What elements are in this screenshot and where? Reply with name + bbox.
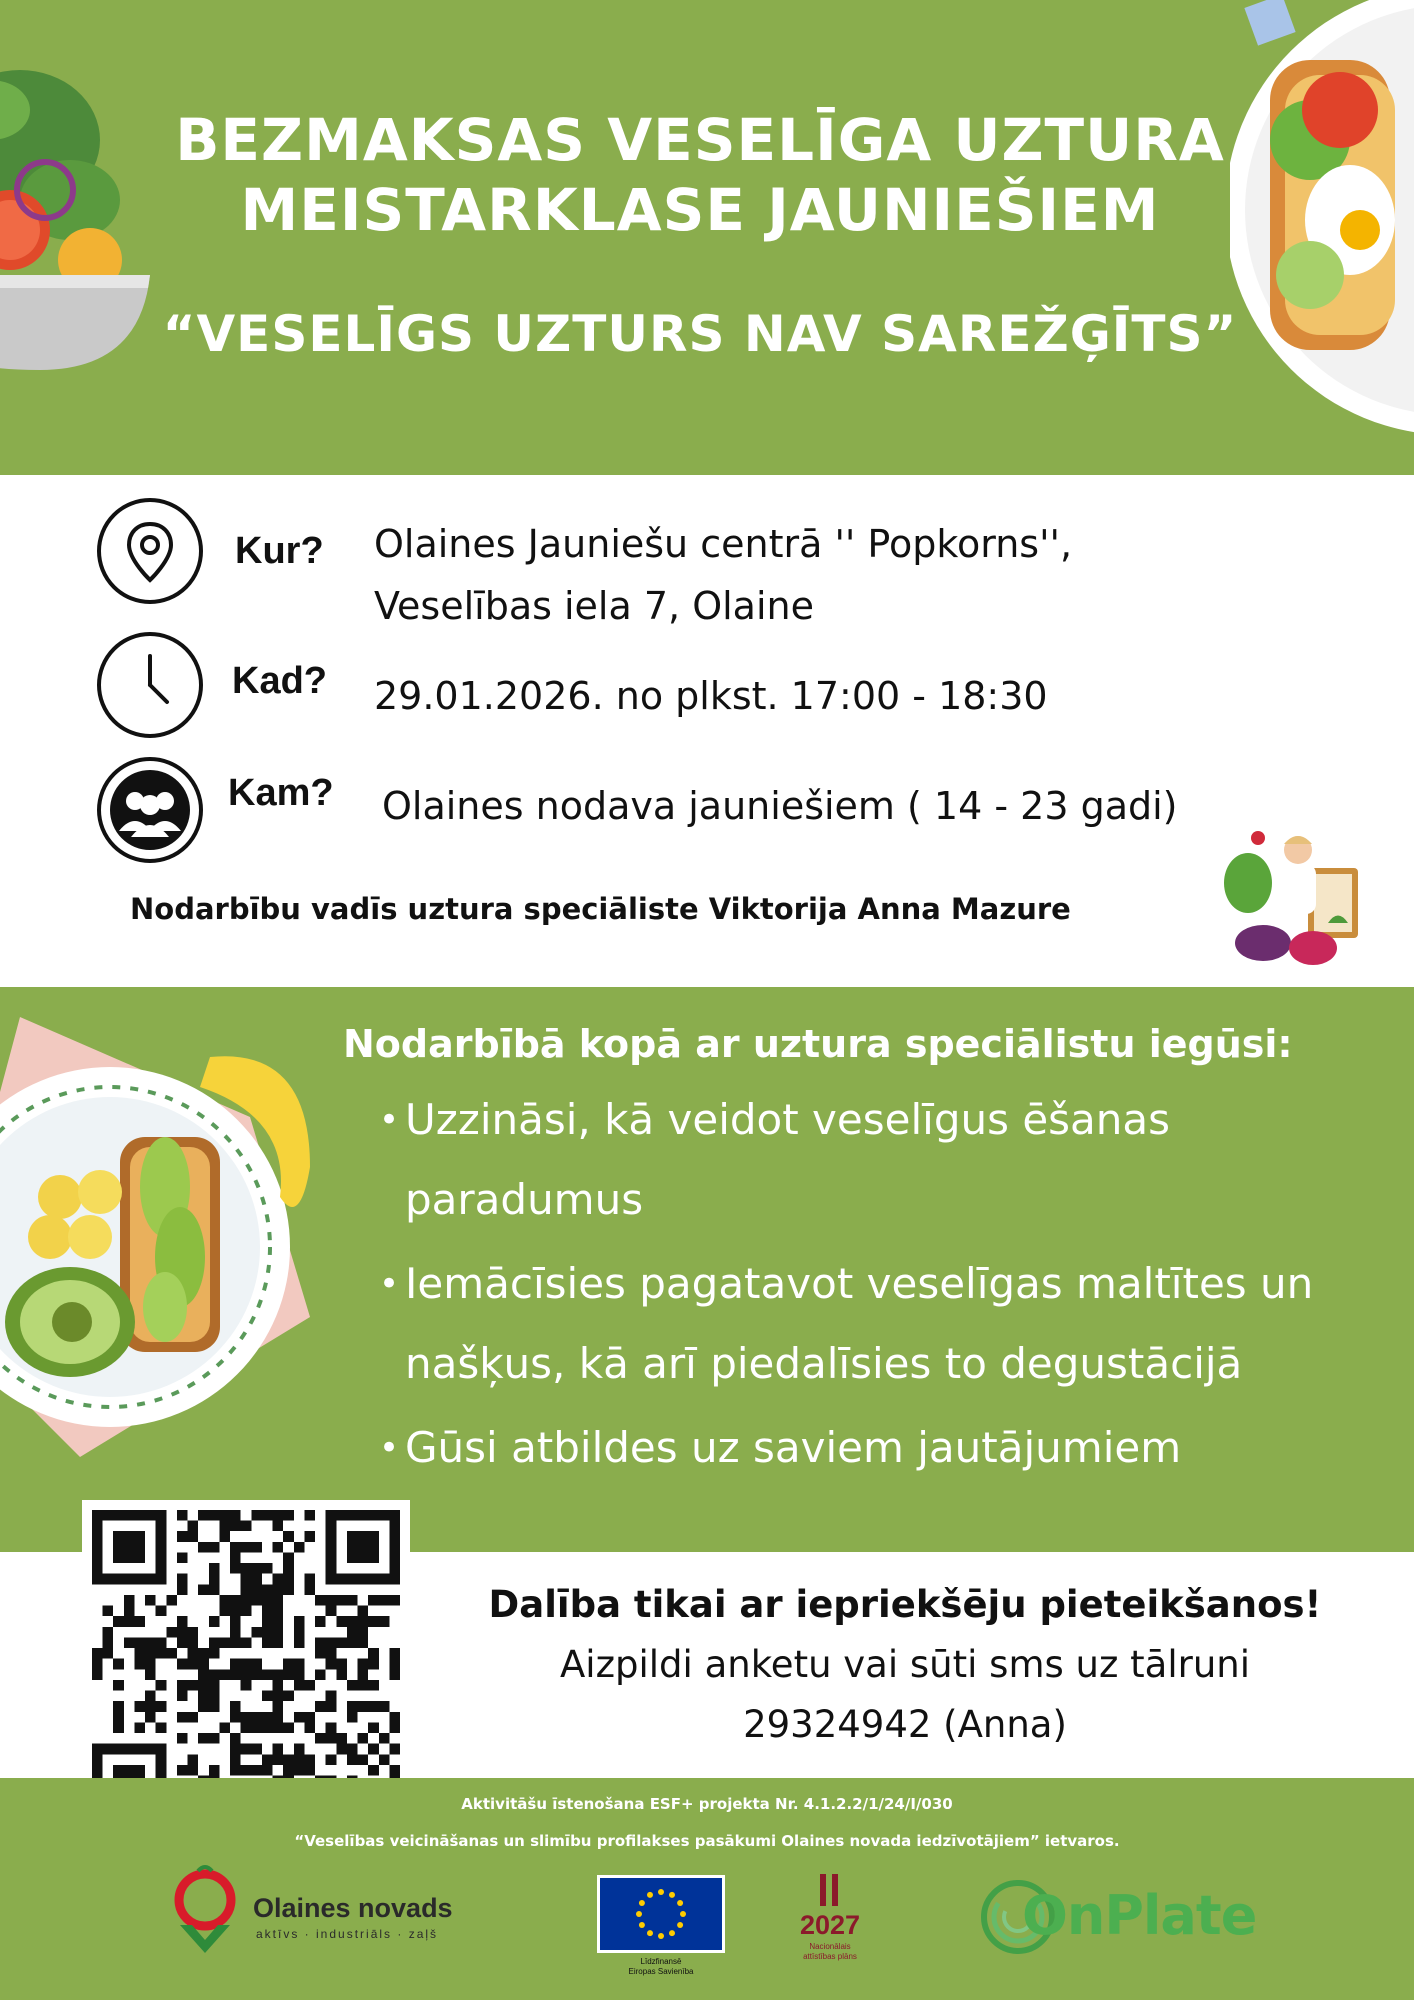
page-subtitle: “VESELĪGS UZTURS NAV SAREŽĢĪTS” xyxy=(162,305,1238,363)
eu-caption-2: Eiropas Savienība xyxy=(628,1967,694,1976)
nap-bars-icon xyxy=(780,1872,880,1912)
olaine-emblem-icon xyxy=(170,1865,240,1955)
header-band xyxy=(0,0,1414,475)
where-line1: Olaines Jauniešu centrā '' Popkorns'', xyxy=(374,522,1073,566)
who-label: Kam? xyxy=(228,772,334,814)
when-value: 29.01.2026. no plkst. 17:00 - 18:30 xyxy=(374,674,1048,718)
clock-icon xyxy=(97,632,203,738)
nap-2027-logo xyxy=(780,1872,880,1982)
nap-year: 2027 xyxy=(799,1910,861,1940)
nap-caption-1: Nacionālais xyxy=(809,1942,851,1951)
nap-caption-2: attīstības plāns xyxy=(803,1952,857,1961)
funding-line1: Aktivitāšu īstenošana ESF+ projekta Nr. 4.1.2.2/1/24/I/030 xyxy=(461,1795,953,1813)
benefit-item: • Gūsi atbildes uz saviem jautājumiem xyxy=(405,1408,1395,1488)
who-value: Olaines nodava jauniešiem ( 14 - 23 gadi) xyxy=(382,784,1178,828)
benefits-heading: Nodarbībā kopā ar uztura speciālistu iegūsi: xyxy=(343,1022,1293,1066)
page-title-line2: MEISTARKLASE JAUNIEŠIEM xyxy=(240,176,1160,244)
onplate-logo xyxy=(978,1872,1257,1962)
where-line2: Veselības iela 7, Olaine xyxy=(374,584,814,628)
benefit-item: • Uzzināsi, kā veidot veselīgus ēšanas paradumus xyxy=(405,1080,1395,1240)
breakfast-plate-icon xyxy=(0,997,360,1467)
olaine-logo-name: Olaines novads xyxy=(253,1893,453,1923)
funding-line2: “Veselības veicināšanas un slimību profilakses pasākumi Olaines novada iedzīvotājiem” ietvaros. xyxy=(294,1832,1120,1850)
instructor-line: Nodarbību vadīs uztura speciāliste Viktorija Anna Mazure xyxy=(130,892,1071,926)
when-label: Kad? xyxy=(232,660,327,702)
registration-required: Dalība tikai ar iepriekšēju pieteikšanos! xyxy=(488,1583,1322,1626)
eu-caption-1: Līdzfinansē xyxy=(640,1957,682,1966)
olaines-novads-logo xyxy=(170,1865,490,1955)
nutritionist-illustration-icon xyxy=(1218,828,1368,968)
benefit-item: • Iemācīsies pagatavot veselīgas maltītes un našķus, kā arī piedalīsies to degustācijā xyxy=(405,1244,1395,1404)
people-icon xyxy=(97,757,203,863)
where-label: Kur? xyxy=(235,530,324,572)
olaine-logo-tagline: aktīvs · industriāls · zaļš xyxy=(256,1927,439,1941)
eu-cofunded-logo xyxy=(597,1875,725,1985)
location-pin-icon xyxy=(97,498,203,604)
registration-instructions: Aizpildi anketu vai sūti sms uz tālruni xyxy=(559,1643,1251,1686)
eu-flag-icon xyxy=(597,1875,725,1953)
onplate-wordmark: OnPlate xyxy=(1022,1884,1257,1947)
registration-phone: 29324942 (Anna) xyxy=(743,1703,1067,1746)
page-title-line1: BEZMAKSAS VESELĪGA UZTURA xyxy=(175,106,1225,174)
